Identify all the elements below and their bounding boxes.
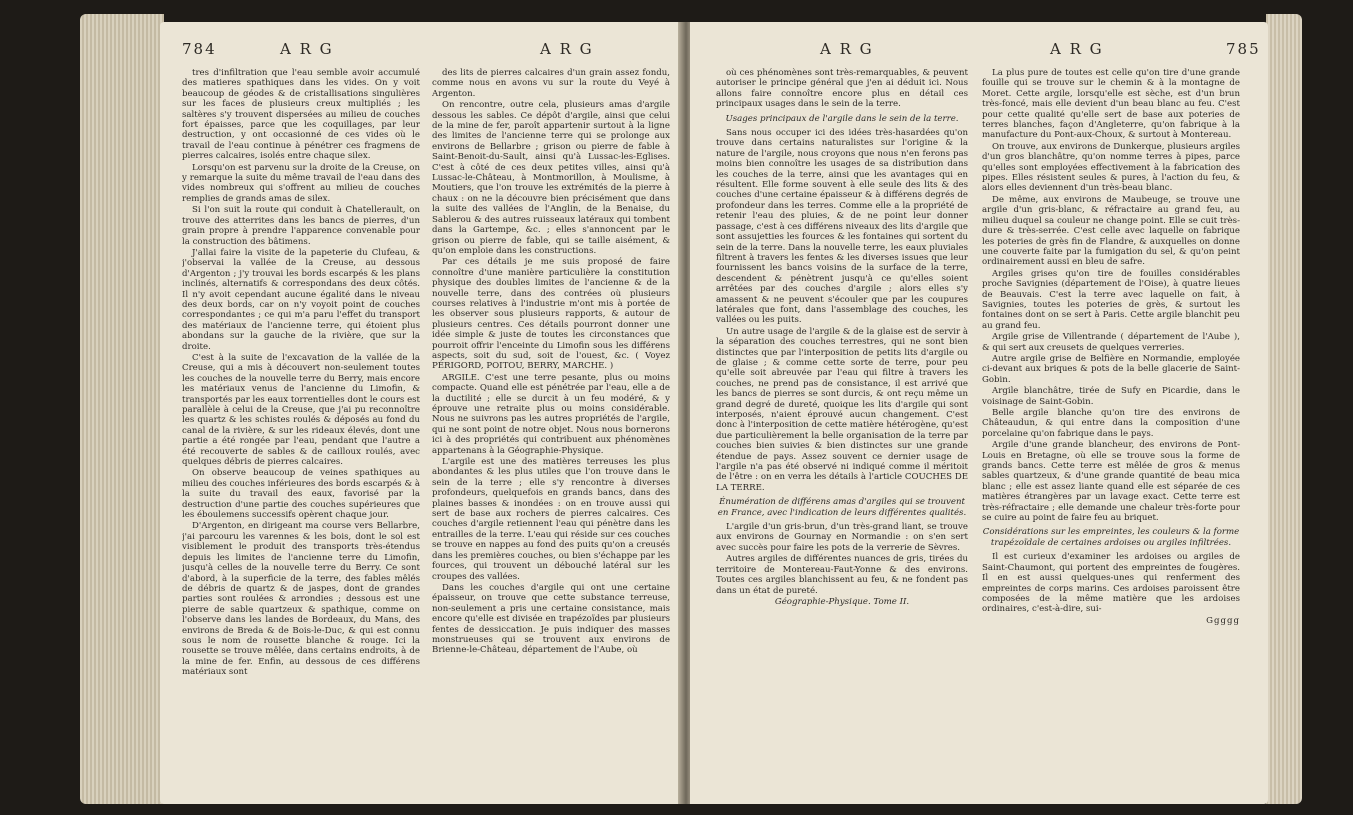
paragraph: Dans les couches d'argile qui ont une certaine épaisseur, on trouve que cette substance terreuse, non-seulement a pris une certaine consistance, mais encore qu'elle est divisée en trapézoïdes par plusieurs fentes de dessiccation. Je puis indiquer des masses monstrueuses qui se trouvent aux environs de Brienne-le-Château, département de l'Aube, où [432,582,670,656]
right-page [690,22,1268,804]
paragraph: Argile blanchâtre, tirée de Sufy en Picardie, dans le voisinage de Saint-Gobin. [982,386,1240,407]
paragraph: L'argile est une des matières terreuses les plus abondantes & les plus utiles que l'on trouve dans le sein de la terre ; elle s'y rencontre à diverses profondeurs, quelquefois en grands bancs, dans des plaines basses & inondées : on en trouve aussi qui sert de base aux rochers de pierres calcaires. Ces couches d'argile retiennent l'eau qui pénètre dans les entrailles de la terre. L'eau qui réside sur ces couches se trouve en nappes au fond des puits qu'on a creusés dans les premières couches, ou bien s'échappe par les fources, qui trouvent un débouché latéral sur les croupes des vallées. [432,457,670,582]
paragraph: Argile grise de Villentrande ( département de l'Aube ), & qui sert aux creusets de quelques verreries. [982,332,1240,353]
paragraph: On trouve, aux environs de Dunkerque, plusieurs argiles d'un gros blanchâtre, qu'on nomme terres à pipes, parce qu'elles sont employées effectivement à la fabrication des pipes. Elles résistent seules & pures, à l'action du feu, & alors elles deviennent d'un très-beau blanc. [982,141,1240,194]
paragraph: des lits de pierres calcaires d'un grain assez fondu, comme nous en avons vu sur la route du Veyé à Argenton. [432,68,670,99]
right-page-column-1 [716,68,968,794]
section-heading: Considérations sur les empreintes, les couleurs & la forme trapézoïdale de certaines ardoises ou argiles infiltrées. [982,527,1240,548]
paragraph: où ces phénomènes sont très-remarquables, & peuvent autoriser le principe général que j'en ai déduit ici. Nous allons faire connoître encore plus en détail ces principaux usages dans le sein de la terre. [716,68,968,110]
left-page [160,22,682,804]
paragraph: Si l'on suit la route qui conduit à Chatellerault, on trouve des atterrites dans les bancs de pierres, d'un grain propre à prendre l'apparence convenable pour la construction des bâtimens. [182,205,420,247]
right-head-word-2: A R G [1050,40,1104,58]
paragraph: C'est à la suite de l'excavation de la vallée de la Creuse, qui a mis à découvert non-seulement toutes les couches de la nouvelle terre du Berry, mais encore les matériaux venus de l'ancienne du Limofin, & transportés par les eaux torrentielles dont le cours est parallèle à celui de la Creuse, que j'ai pu reconnoître les quartz & les schistes roulés & déposés au fond du canal de la rivière, & sur les rideaux élevés, dont une partie a été rongée par l'eau, pendant que l'autre a été recouverte de sables & de cailloux roulés, avec quelques débris de pierres calcaires. [182,352,420,468]
left-head-word-1: A R G [280,40,334,58]
paragraph: Lorsqu'on est parvenu sur la droite de la Creuse, on y remarque la suite du même travail de l'eau dans des vides nombreux qui s'offrent au milieu de couches remplies de grands amas de silex. [182,162,420,204]
paragraph: tres d'infiltration que l'eau semble avoir accumulé des matieres spathiques dans les vides. On y voit beaucoup de géodes & de cristallisations singulières sur les faces de plusieurs creux multipliés ; les saltères s'y trouvent dispersées au milieu de couches fort épaisses, parce que les coquillages, par leur destruction, y ont occasionné de ces vides où le travail de l'eau continue à pénétrer ces fragmens de pierres calcaires, isolés entre chaque silex. [182,68,420,162]
paragraph: J'allai faire la visite de la papeterie du Clufeau, & j'observai la vallée de la Creuse, au dessous d'Argenton ; j'y trouvai les bords escarpés & les plans inclinés, alternatifs & correspondans des deux côtés. Il n'y avoit cependant aucune égalité dans le niveau des deux bords, car on n'y voyoit point de couches correspondantes ; ce qui m'a paru l'effet du transport des matériaux de l'ancienne terre, qui étoient plus abondans sur la gauche de la rivière, que sur la droite. [182,247,420,352]
left-page-column-1 [182,68,420,794]
left-page-number: 784 [182,40,217,58]
signature-mark: Ggggg [1206,615,1240,626]
paragraph: On rencontre, outre cela, plusieurs amas d'argile dessous les sables. Ce dépôt d'argile, ainsi que celui de la mine de fer, paroît appartenir surtout à la ligne des limites de l'ancienne terre qui se prolonge aux environs de Bellarbre ; grison ou pierre de fable à Saint-Benoit-du-Sault, ainsi qu'à Lussac-les-Eglises. C'est à côté de ces deux petites villes, ainsi qu'à Lussac-le-Château, à Montmorillon, à Moulisme, à Moutiers, que l'on trouve les extrémités de la pierre à chaux : on ne la découvre bien précisément que dans la suite des vallées de l'Anglin, de la Benaise, du Sablerou & des autres ruisseaux latéraux qui tombent dans la Gartempe, &c. ; elles s'annoncent par le grison ou pierre de fable, qui se taille aisément, & qu'on emploie dans les constructions. [432,100,670,256]
right-running-head [690,40,1268,64]
paragraph: Autres argiles de différentes nuances de gris, tirées du territoire de Montereau-Faut-Yonne & des environs. Toutes ces argiles blanchissent au feu, & ne fondent pas dans un état de pureté. [716,554,968,596]
left-page-edges [80,14,164,804]
paragraph: On observe beaucoup de veines spathiques au milieu des couches inférieures des bords escarpés & à la suite du travail des eaux, favorisé par la destruction d'une partie des couches supérieures que les éboulemens successifs opèrent chaque jour. [182,468,420,521]
entry-argile: ARGILE. C'est une terre pesante, plus ou moins compacte. Quand elle est pénétrée par l'eau, elle a de la ductilité ; elle se durcit à un feu modéré, & y éprouve une retraite plus ou moins considérable. Nous ne suivrons pas les autres propriétés de l'argile, qui ne sont point de notre objet. Nous nous bornerons ici à des propriétés qui contribuent aux phénomènes appartenans à la Géographie-Physique. [432,372,670,456]
paragraph: Un autre usage de l'argile & de la glaise est de servir à la séparation des couches terrestres, qui ne sont bien distinctes que par l'interposition de petits lits d'argile ou de glaise ; & comme cette sorte de terre, pour peu qu'elle soit abreuvée par l'eau qui filtre à travers les couches, ne prend pas de consistance, il est arrivé que les bancs de pierres se sont durcis, & ont reçu même un grand degré de dureté, quoique les lits d'argile qui sont interposés, n'aient éprouvé aucun changement. C'est donc à l'interposition de cette matière hétérogène, qu'est due particulièrement la belle organisation de la terre par couches bien suivies & bien distinctes sur une grande étendue de pays. Assez souvent ce dernier usage de l'argile n'a pas été observé ni indiqué comme il méritoit de l'être : on en verra les détails à l'article COUCHES DE LA TERRE. [716,326,968,493]
right-page-edges [1266,14,1302,804]
paragraph: Il est curieux d'examiner les ardoises ou argiles de Saint-Chaumont, qui portent des empreintes de fougères. Il en est aussi quelques-unes qui renferment des empreintes de corps marins. Ces ardoises paroissent être composées de la même matière que les ardoises ordinaires, c'est-à-dire, sui- [982,552,1240,615]
left-head-word-2: A R G [540,40,594,58]
paragraph: Autre argile grise de Belfière en Normandie, employée ci-devant aux briques & pots de la belle glacerie de Saint-Gobin. [982,353,1240,385]
paragraph: D'Argenton, en dirigeant ma course vers Bellarbre, j'ai parcouru les varennes & les bois, dont le sol est visiblement le produit des transports très-étendus depuis les limites de l'ancienne terre du Limofin, jusqu'à celles de la nouvelle terre du Berry. Ce sont d'abord, à la superficie de la terre, des fables mêlés de débris de quartz & de jaspes, dont de grandes parties sont roulées & arrondies ; dessous est une pierre de sable quartzeux & spathique, comme on l'observe dans les landes de Bordeaux, du Mans, des environs de Breda & de Bois-le-Duc, & qui est connu sous le nom de rousette blanche & rouge. Ici la rousette se trouve mêlée, dans certains endroits, à de la mine de fer. Enfin, au dessous de ces différens matériaux sont [182,521,420,678]
paragraph: Argile d'une grande blancheur, des environs de Pont-Louis en Bretagne, où elle se trouve sous la forme de grands bancs. Cette terre est mêlée de gros & menus sables quartzeux, & d'une grande quantité de beau mica blanc ; elle est assez liante quand elle est séparée de ces matières étrangères par un lavage exact. Cette terre est très-réfractaire ; elle demande une chaleur très-forte pour se cuire au point de faire feu au briquet. [982,440,1240,524]
paragraph: Argiles grises qu'on tire de fouilles considérables proche Savignies (département de l'Oise), à quatre lieues de Beauvais. C'est la terre avec laquelle on fait, à Savignies, toutes les poteries de grès, & surtout les fontaines dont on se sert à Paris. Cette argile blanchit peu au grand feu. [982,268,1240,331]
right-page-column-2 [982,68,1240,794]
left-running-head [160,40,682,64]
paragraph: Belle argile blanche qu'on tire des environs de Châteaudun, & qui entre dans la composition d'une porcelaine qu'on fabrique dans le pays. [982,408,1240,439]
right-head-word-1: A R G [820,40,874,58]
section-heading: Énumération de différens amas d'argiles qui se trouvent en France, avec l'indication de leurs différentes qualités. [717,497,967,518]
page-footer: Géographie-Physique. Tome II. [774,596,910,607]
paragraph: L'argile d'un gris-brun, d'un très-grand liant, se trouve aux environs de Gournay en Normandie : on s'en sert avec succès pour faire les pots de la verrerie de Sèvres. [716,522,968,553]
paragraph: La plus pure de toutes est celle qu'on tire d'une grande fouille qui se trouve sur le chemin & à la montagne de Moret. Cette argile, lorsqu'elle est sèche, est d'un brun très-foncé, mais elle devient d'un beau blanc au feu. C'est pour cette qualité qu'elle sert de base aux poteries de terres blanches, façon d'Angleterre, qu'on fabrique à la manufacture du Pont-aux-Choux, & surtout à Montereau. [982,68,1240,141]
section-heading: Usages principaux de l'argile dans le sein de la terre. [725,113,959,124]
paragraph: Par ces détails je me suis proposé de faire connoître d'une manière particulière la constitution physique des doubles limites de l'ancienne & de la nouvelle terre, dans des contrées où plusieurs courses relatives à l'industrie m'ont mis à portée de les observer sous plusieurs rapports, & autour de plusieurs centres. Ces détails pourront donner une idée simple & juste de toutes les circonstances que pourroit offrir l'enceinte du Limofin sous les différens aspects, soit du sud, soit de l'ouest, &c. ( Voyez PÉRIGORD, POITOU, BERRY, MARCHE. ) [432,257,670,372]
paragraph: De même, aux environs de Maubeuge, se trouve une argile d'un gris-blanc, & réfractaire au grand feu, au milieu duquel sa couleur ne change point. Elle se cuit très-dure & très-serrée. C'est celle avec laquelle on fabrique les poteries de grès fin de Flandre, & auxquelles on donne une couverte faite par la fumigation du sel, & qu'on peint ordinairement aussi en bleu de safre. [982,194,1240,268]
left-page-column-2 [432,68,670,794]
paragraph: Sans nous occuper ici des idées très-hasardées qu'on trouve dans certains naturalistes sur l'origine & la nature de l'argile, nous croyons que nous n'en ferons pas moins bien connoître les usages de sa distribution dans les couches de la terre, ainsi que les avantages qui en résultent. Elle forme souvent à elle seule des lits & des couches d'une certaine épaisseur & à différens degrés de profondeur dans les terres. Comme elle a la propriété de retenir l'eau des pluies, & de ne point leur donner passage, c'est à ces différens niveaux des lits d'argile que sont assujetties les fources & les fontaines qui sortent du sein de la terre. Dans la nouvelle terre, les eaux pluviales filtrent à travers les fentes & les diverses issues que leur fournissent les bancs voisins de la surface de la terre, descendent & pénètrent jusqu'à ce qu'elles soient arrêtées par des couches d'argile ; alors elles s'y amassent & ne peuvent s'écouler que par les coupures latérales que font, dans l'assemblage des couches, les vallées ou les puits. [716,128,968,326]
right-page-number: 785 [1226,40,1261,58]
